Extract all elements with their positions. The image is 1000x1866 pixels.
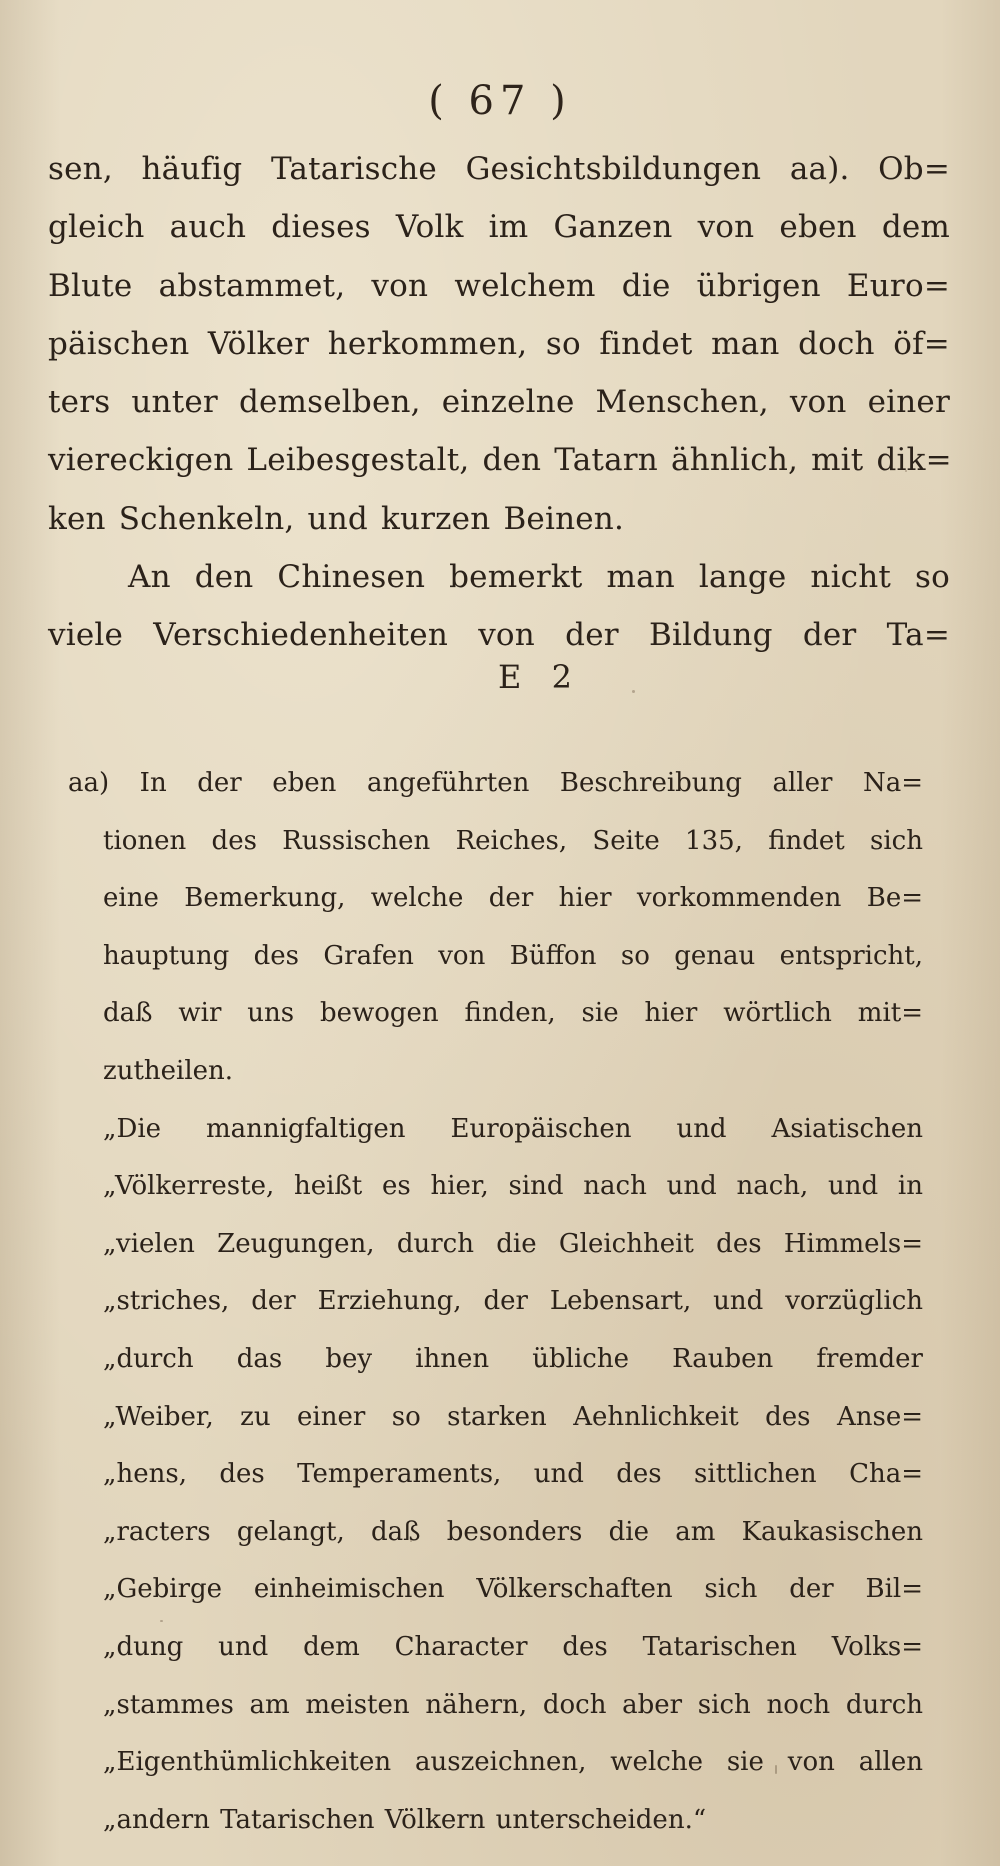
text-line: ters unter demselben, einzelne Menschen, von einer [48,384,950,421]
paper-speck [632,690,635,693]
text-line: viele Verschiedenheiten von der Bildung der Ta= [48,617,950,654]
quote-line: „stammes am meisten nähern, doch aber sich noch durch [103,1689,923,1720]
page-number: ( 67 ) [428,78,572,124]
text-line: Blute abstammet, von welchem die übrigen Euro= [48,267,950,304]
footnote-line: aa) In der eben angeführten Beschreibung aller Na= [68,768,923,798]
paragraph-start: An den Chinesen bemerkt man lange nicht so [128,559,950,596]
quote-line: „durch das bey ihnen übliche Rauben fremder [103,1343,923,1374]
quote-line: „Die mannigfaltigen Europäischen und Asiatischen [103,1113,923,1144]
footnote-line: hauptung des Grafen von Büffon so genau entspricht, [103,940,923,971]
signature-mark: E 2 [498,658,582,696]
paper-speck [160,1620,163,1622]
footnote-line: eine Bemerkung, welche der hier vorkommenden Be= [103,883,923,914]
main-text [48,140,950,665]
text-line: gleich auch dieses Volk im Ganzen von eben dem [48,209,950,246]
quote-line: „striches, der Erziehung, der Lebensart, und vorzüglich [103,1286,923,1317]
paper-speck [775,1765,777,1774]
footnote-line: daß wir uns bewogen finden, sie hier wörtlich mit= [103,998,923,1029]
text-line: viereckigen Leibesgestalt, den Tatarn ähnlich, mit dik= [48,442,952,479]
footnote-line: tionen des Russischen Reiches, Seite 135, findet sich [103,825,923,856]
quote-line: „hens, des Temperaments, und des sittlichen Cha= [103,1459,923,1490]
quote-line: „Weiber, zu einer so starken Aehnlichkeit des Anse= [103,1401,923,1432]
quote-line: „dung und dem Character des Tatarischen Volks= [103,1631,923,1662]
footnote [68,755,923,1849]
quote-line: „Eigenthümlichkeiten auszeichnen, welche sie von allen [103,1747,923,1778]
footnote-line: zutheilen. [103,1055,234,1086]
quote-line: „Völkerreste, heißt es hier, sind nach und nach, und in [103,1171,923,1202]
quote-line: „andern Tatarischen Völkern unterscheiden.“ [103,1804,707,1835]
paper-speck [905,470,907,472]
quote-line: „vielen Zeugungen, durch die Gleichheit des Himmels= [103,1228,923,1259]
paper-speck [410,1540,412,1542]
text-line: päischen Völker herkommen, so findet man doch öf= [48,325,950,362]
quote-line: „racters gelangt, daß besonders die am Kaukasischen [103,1516,923,1547]
text-line: sen, häufig Tatarische Gesichtsbildungen aa). Ob= [48,151,950,187]
quote-line: „Gebirge einheimischen Völkerschaften sich der Bil= [103,1574,923,1605]
text-line: ken Schenkeln, und kurzen Beinen. [48,500,625,537]
